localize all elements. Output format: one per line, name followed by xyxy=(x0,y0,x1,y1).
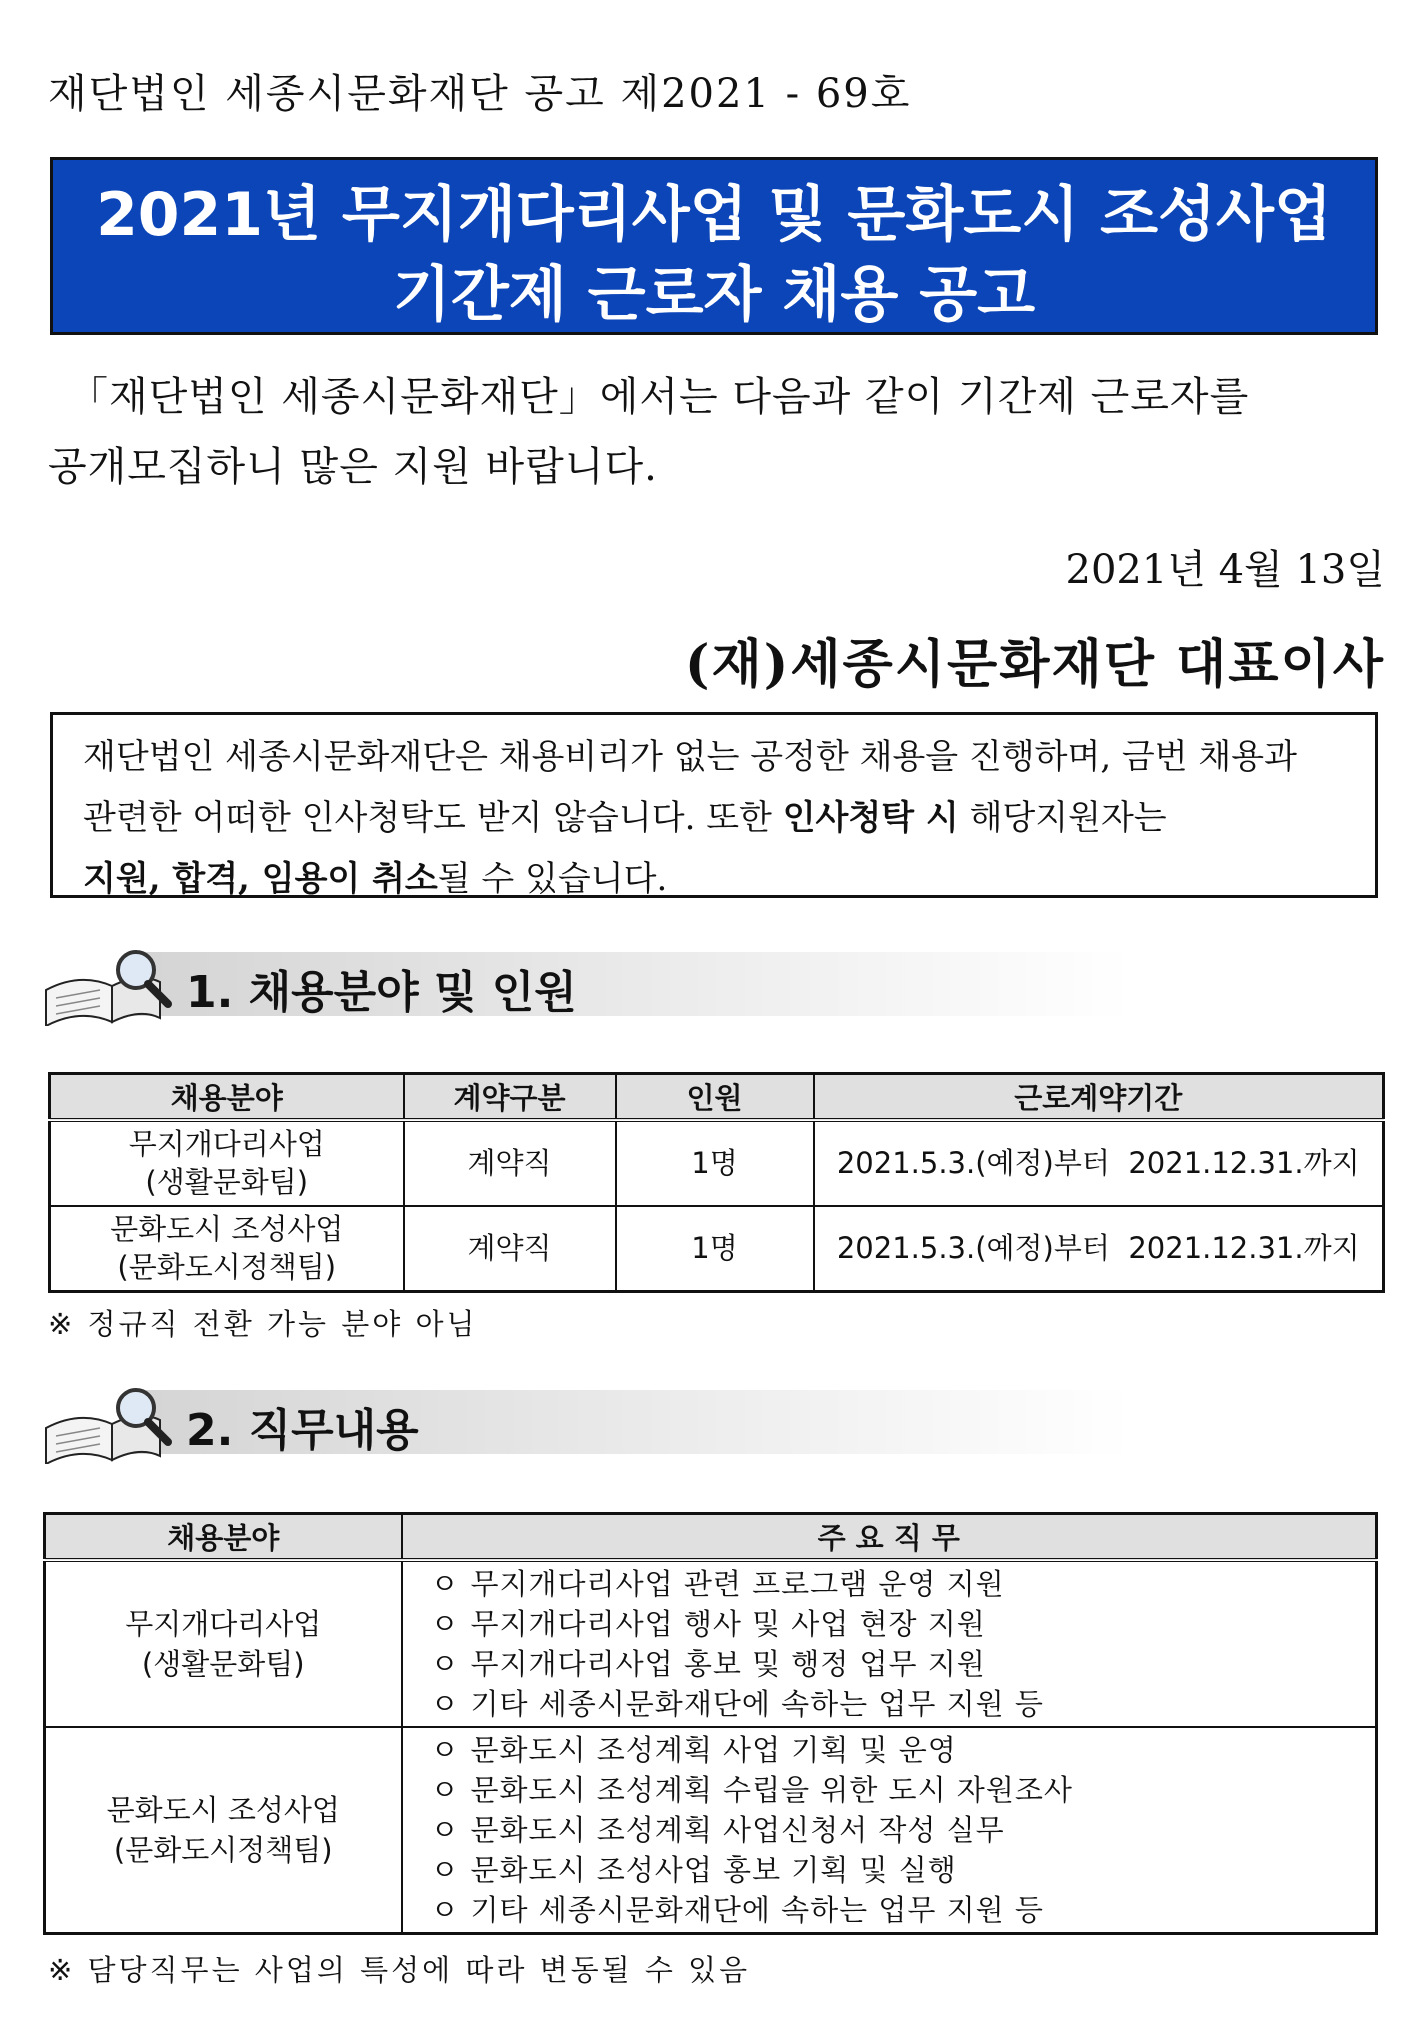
type-cell: 계약직 xyxy=(404,1206,616,1292)
duty-text: 문화도시 조성사업 홍보 기획 및 실행 xyxy=(470,1852,957,1887)
signer: (재)세종시문화재단 대표이사 xyxy=(684,634,1385,695)
duty-item xyxy=(431,1810,1376,1850)
duty-item xyxy=(431,1684,1376,1724)
note-duty-change: ※ 담당직무는 사업의 특성에 따라 변동될 수 있음 xyxy=(48,1953,751,1987)
table-header-row xyxy=(50,1074,1384,1120)
table-row xyxy=(50,1206,1384,1292)
field-cell xyxy=(50,1206,404,1292)
section-1-heading xyxy=(40,942,1100,1026)
col-header: 계약구분 xyxy=(404,1074,616,1120)
bullet: ㅇ xyxy=(430,1732,460,1767)
bullet: ㅇ xyxy=(430,1852,460,1887)
notice-date: 2021년 4월 13일 xyxy=(1065,547,1385,593)
bullet: ㅇ xyxy=(430,1606,460,1641)
count-cell: 1명 xyxy=(616,1206,814,1292)
field-cell xyxy=(45,1560,402,1727)
notice-number: 재단법인 세종시문화재단 공고 제2021 - 69호 xyxy=(48,71,912,117)
duty-text: 문화도시 조성계획 사업 기획 및 운영 xyxy=(470,1732,957,1767)
period-cell: 2021.5.3.(예정)부터 2021.12.31.까지 xyxy=(814,1120,1384,1206)
col-header: 채용분야 xyxy=(50,1074,404,1120)
team-name: (문화도시정책팀) xyxy=(117,1250,337,1285)
section-2-heading xyxy=(40,1380,1100,1464)
field-name: 무지개다리사업 xyxy=(125,1606,322,1641)
duties-cell xyxy=(402,1727,1377,1934)
duty-text: 문화도시 조성계획 사업신청서 작성 실무 xyxy=(470,1812,1005,1847)
book-magnifier-icon xyxy=(40,1380,180,1464)
duty-item xyxy=(431,1730,1376,1770)
bullet: ㅇ xyxy=(430,1646,460,1681)
col-header: 인원 xyxy=(616,1074,814,1120)
col-header: 근로계약기간 xyxy=(814,1074,1384,1120)
recruit-table xyxy=(48,1072,1385,1293)
section-1-title: 1. 채용분야 및 인원 xyxy=(186,967,577,1018)
duty-item xyxy=(431,1850,1376,1890)
table-row xyxy=(50,1120,1384,1206)
note-no-permanent: ※ 정규직 전환 가능 분야 아님 xyxy=(48,1307,478,1341)
team-name: (생활문화팀) xyxy=(145,1165,309,1199)
field-name: 문화도시 조성사업 xyxy=(106,1792,340,1827)
duty-table xyxy=(43,1512,1378,1935)
intro-line-2: 공개모집하니 많은 지원 바랍니다. xyxy=(48,444,658,490)
duty-item xyxy=(431,1604,1376,1644)
ethics-line-3 xyxy=(83,849,1351,910)
bullet: ㅇ xyxy=(430,1892,460,1927)
team-name: (생활문화팀) xyxy=(141,1646,305,1681)
table-row xyxy=(45,1727,1377,1934)
bullet: ㅇ xyxy=(430,1566,460,1601)
bullet: ㅇ xyxy=(430,1812,460,1847)
title-line-2: 기간제 근로자 채용 공고 xyxy=(392,260,1036,330)
book-magnifier-icon xyxy=(40,942,180,1026)
field-cell xyxy=(50,1120,404,1206)
col-header: 주 요 직 무 xyxy=(402,1514,1377,1560)
duty-item xyxy=(431,1564,1376,1604)
table-row xyxy=(45,1560,1377,1727)
col-header: 채용분야 xyxy=(45,1514,402,1560)
count-cell: 1명 xyxy=(616,1120,814,1206)
duty-item xyxy=(431,1770,1376,1810)
bullet: ㅇ xyxy=(430,1686,460,1721)
title-banner xyxy=(50,157,1378,335)
ethics-text: 관련한 어떠한 인사청탁도 받지 않습니다. 또한 xyxy=(83,798,783,838)
duty-text: 기타 세종시문화재단에 속하는 업무 지원 등 xyxy=(470,1892,1044,1927)
duty-item xyxy=(431,1890,1376,1930)
duty-text: 무지개다리사업 관련 프로그램 운영 지원 xyxy=(470,1566,1005,1601)
duty-text: 무지개다리사업 홍보 및 행정 업무 지원 xyxy=(470,1646,986,1681)
intro-line-1: 「재단법인 세종시문화재단」에서는 다음과 같이 기간제 근로자를 xyxy=(68,374,1250,420)
period-cell: 2021.5.3.(예정)부터 2021.12.31.까지 xyxy=(814,1206,1384,1292)
ethics-notice-box xyxy=(50,712,1378,898)
section-2-title: 2. 직무내용 xyxy=(186,1405,419,1456)
duties-cell xyxy=(402,1560,1377,1727)
field-name: 무지개다리사업 xyxy=(128,1127,325,1161)
ethics-emphasis: 인사청탁 시 xyxy=(782,798,959,838)
title-line-1: 2021년 무지개다리사업 및 문화도시 조성사업 xyxy=(96,180,1332,250)
ethics-line-1: 재단법인 세종시문화재단은 채용비리가 없는 공정한 채용을 진행하며, 금번 채용과 xyxy=(83,737,1297,777)
ethics-text: 될 수 있습니다. xyxy=(437,859,668,899)
field-cell xyxy=(45,1727,402,1934)
duty-text: 기타 세종시문화재단에 속하는 업무 지원 등 xyxy=(470,1686,1044,1721)
duty-text: 문화도시 조성계획 수립을 위한 도시 자원조사 xyxy=(470,1772,1073,1807)
ethics-line-2 xyxy=(83,788,1351,849)
team-name: (문화도시정책팀) xyxy=(113,1832,333,1867)
duty-text: 무지개다리사업 행사 및 사업 현장 지원 xyxy=(470,1606,986,1641)
ethics-emphasis: 지원, 합격, 임용이 취소 xyxy=(83,859,438,899)
table-header-row xyxy=(45,1514,1377,1560)
intro-paragraph xyxy=(48,362,1348,502)
duty-item xyxy=(431,1644,1376,1684)
field-name: 문화도시 조성사업 xyxy=(110,1212,344,1247)
ethics-text: 해당지원자는 xyxy=(958,798,1167,838)
bullet: ㅇ xyxy=(430,1772,460,1807)
type-cell: 계약직 xyxy=(404,1120,616,1206)
